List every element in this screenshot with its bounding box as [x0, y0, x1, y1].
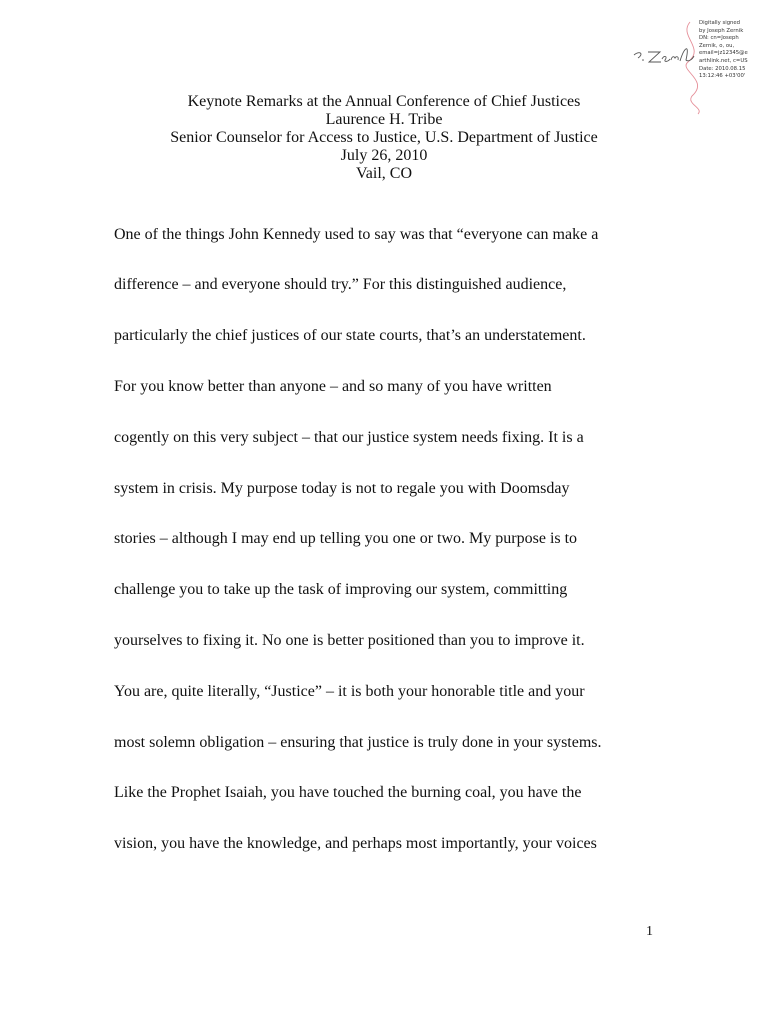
body-line: cogently on this very subject – that our justice system needs fixing. It is a	[114, 429, 584, 446]
speech-date: July 26, 2010	[340, 147, 428, 164]
speaker-role: Senior Counselor for Access to Justice, U.S. Department of Justice	[170, 129, 598, 146]
body-line: challenge you to take up the task of improving our system, committing	[114, 581, 568, 598]
page-number: 1	[646, 924, 653, 939]
signature-line: DN: cn=Joseph	[699, 35, 739, 42]
body-line: particularly the chief justices of our state courts, that’s an understatement.	[114, 327, 586, 344]
signature-line: 13:12:46 +03'00'	[699, 73, 746, 80]
body-line: difference – and everyone should try.” For this distinguished audience,	[114, 276, 567, 293]
signature-line: Digitally signed	[699, 20, 741, 26]
body-line: One of the things John Kennedy used to say was that “everyone can make a	[114, 226, 599, 243]
speaker-name: Laurence H. Tribe	[325, 111, 443, 128]
body-line: stories – although I may end up telling you one or two. My purpose is to	[114, 530, 578, 547]
signature-line: arthlink.net, c=US	[699, 57, 748, 64]
body-line: most solemn obligation – ensuring that justice is truly done in your systems.	[114, 734, 602, 751]
body-line: yourselves to fixing it. No one is better positioned than you to improve it.	[114, 632, 585, 649]
body-line: Like the Prophet Isaiah, you have touched the burning coal, you have the	[114, 784, 582, 801]
body-line: You are, quite literally, “Justice” – it is both your honorable title and your	[114, 683, 585, 700]
signature-line: Zernik, o, ou,	[699, 42, 735, 49]
body-line: For you know better than anyone – and so many of you have written	[114, 378, 552, 395]
body-line: system in crisis. My purpose today is not to regale you with Doomsday	[114, 480, 570, 497]
signature-line: by Joseph Zernik	[699, 27, 744, 34]
speech-location: Vail, CO	[356, 165, 412, 182]
signature-line: email=jz12345@e	[699, 50, 748, 57]
signature-line: Date: 2010.08.15	[699, 65, 746, 72]
document-title: Keynote Remarks at the Annual Conference of Chief Justices	[187, 93, 581, 110]
document-header	[0, 93, 768, 183]
body-line: vision, you have the knowledge, and perhaps most importantly, your voices	[114, 835, 597, 852]
signature-details	[699, 20, 759, 81]
